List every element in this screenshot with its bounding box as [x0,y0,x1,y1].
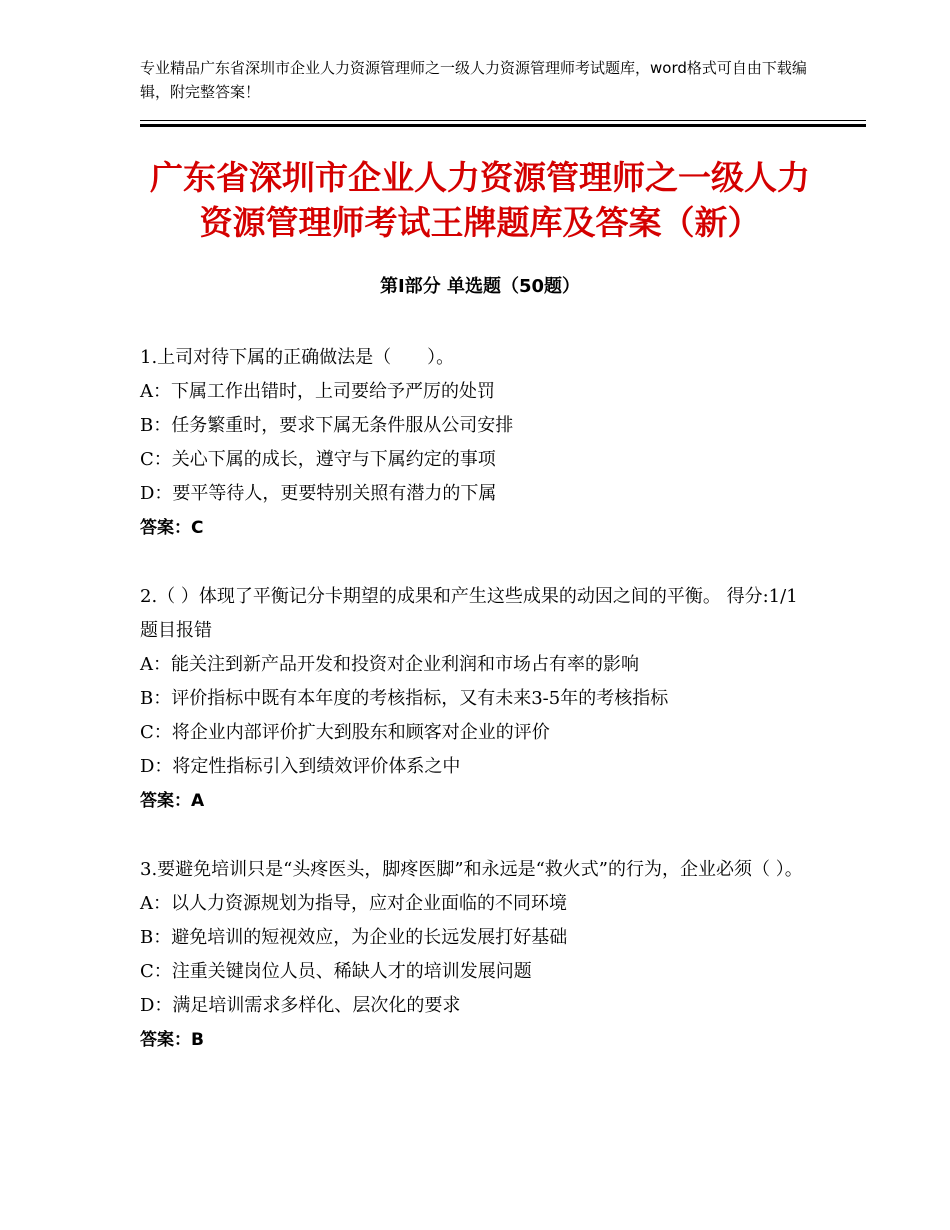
option-a: A：以人力资源规划为指导，应对企业面临的不同环境 [140,893,567,914]
option-a: A：能关注到新产品开发和投资对企业利润和市场占有率的影响 [140,654,639,675]
answer: 答案：C [140,518,204,538]
option-b: B：评价指标中既有本年度的考核指标，又有未来3-5年的考核指标 [140,688,669,709]
option-d: D：满足培训需求多样化、层次化的要求 [140,995,461,1016]
answer: 答案：A [140,791,205,811]
question-2 [140,580,820,818]
section-title: 第Ⅰ部分 单选题（50题） [379,276,580,297]
question-stem: 1.上司对待下属的正确做法是（ ）。 [140,347,455,368]
question-3 [140,853,820,1057]
option-b: B：避免培训的短视效应，为企业的长远发展打好基础 [140,927,568,948]
option-d: D：要平等待人，更要特别关照有潜力的下属 [140,483,497,504]
option-a: A：下属工作出错时，上司要给予严厉的处罚 [140,381,495,402]
header-rule-thick [140,124,866,127]
header-rule-thin [140,120,866,121]
option-c: C：将企业内部评价扩大到股东和顾客对企业的评价 [140,722,550,743]
answer: 答案：B [140,1030,204,1050]
option-b: B：任务繁重时，要求下属无条件服从公司安排 [140,415,514,436]
question-1 [140,341,820,545]
option-c: C：关心下属的成长，遵守与下属约定的事项 [140,449,496,470]
question-stem: 3.要避免培训只是“头疼医头，脚疼医脚”和永远是“救火式”的行为，企业必须（ ）。 [140,859,803,880]
document-title: 广东省深圳市企业人力资源管理师之一级人力资源管理师考试王牌题库及答案（新） [150,158,810,242]
option-d: D：将定性指标引入到绩效评价体系之中 [140,756,461,777]
question-stem: 2.（ ）体现了平衡记分卡期望的成果和产生这些成果的动因之间的平衡。 得分:1/1 题目报错 [140,586,798,641]
header-note: 专业精品广东省深圳市企业人力资源管理师之一级人力资源管理师考试题库，word格式可自由下载编辑，附完整答案！ [140,59,807,101]
option-c: C：注重关键岗位人员、稀缺人才的培训发展问题 [140,961,532,982]
